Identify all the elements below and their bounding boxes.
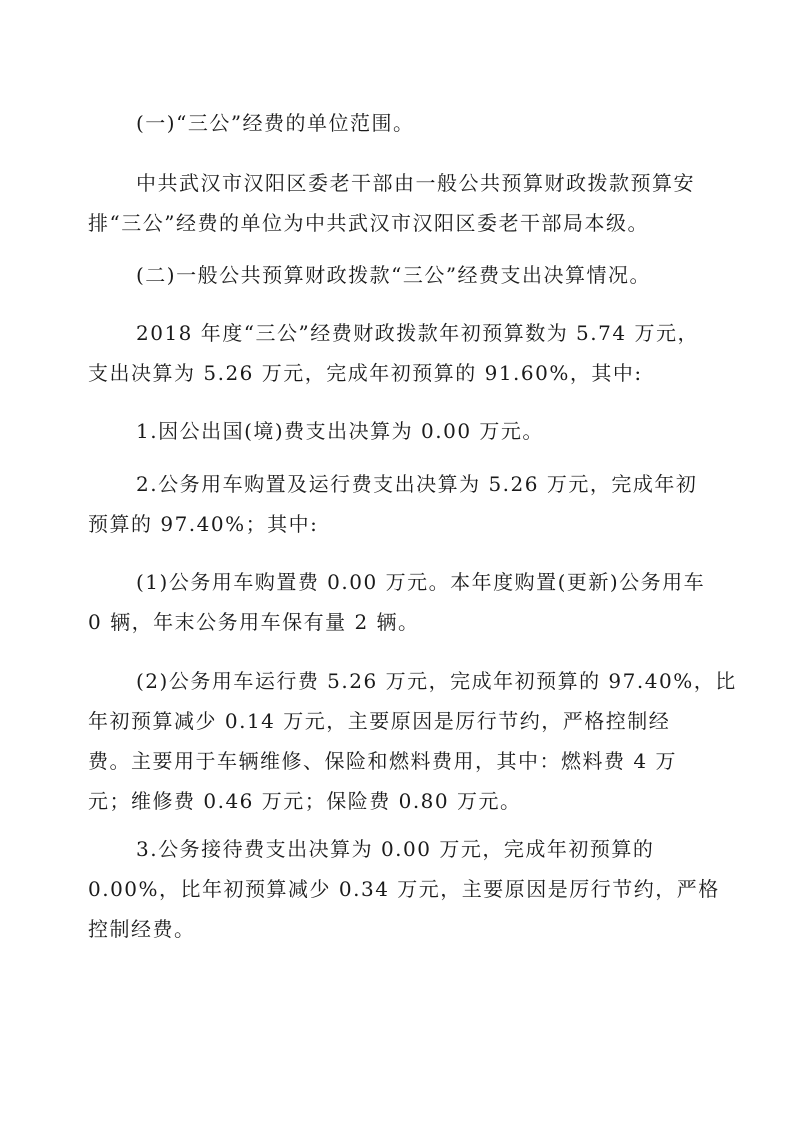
paragraph-vehicle-operation <box>88 661 737 821</box>
paragraph-line: 元；维修费 0.46 万元；保险费 0.80 万元。 <box>88 789 522 813</box>
paragraph-line: (1)公务用车购置费 0.00 万元。本年度购置(更新)公务用车 <box>136 570 706 594</box>
heading-text: (一)“三公”经费的单位范围。 <box>136 111 415 135</box>
paragraph-line: 排“三公”经费的单位为中共武汉市汉阳区委老干部局本级。 <box>88 211 649 235</box>
heading-text: (二)一般公共预算财政拨款“三公”经费支出决算情况。 <box>136 263 652 287</box>
paragraph-overseas-travel <box>88 411 708 451</box>
paragraph-line: 2018 年度“三公”经费财政拨款年初预算数为 5.74 万元， <box>136 321 699 345</box>
paragraph-line: 年初预算减少 0.14 万元，主要原因是厉行节约，严格控制经 <box>88 709 671 733</box>
section-heading-unit-scope <box>88 103 708 143</box>
paragraph-vehicle-purchase <box>88 562 708 642</box>
section-heading-expenditure <box>88 255 708 295</box>
paragraph-line: (2)公务用车运行费 5.26 万元，完成年初预算的 97.40%，比 <box>136 669 737 693</box>
paragraph-line: 中共武汉市汉阳区委老干部由一般公共预算财政拨款预算安 <box>136 171 695 195</box>
paragraph-unit-scope <box>88 163 708 243</box>
paragraph-line: 控制经费。 <box>88 917 196 941</box>
paragraph-line: 1.因公出国(境)费支出决算为 0.00 万元。 <box>136 419 544 443</box>
paragraph-line: 0.00%，比年初预算减少 0.34 万元，主要原因是厉行节约，严格 <box>88 877 720 901</box>
paragraph-line: 0 辆，年末公务用车保有量 2 辆。 <box>88 610 420 634</box>
paragraph-budget-summary <box>88 313 708 393</box>
paragraph-line: 支出决算为 5.26 万元，完成年初预算的 91.60%，其中: <box>88 361 643 385</box>
paragraph-line: 2.公务用车购置及运行费支出决算为 5.26 万元，完成年初 <box>136 472 698 496</box>
paragraph-reception <box>88 829 720 949</box>
paragraph-vehicle-costs <box>88 464 708 544</box>
paragraph-line: 费。主要用于车辆维修、保险和燃料费用，其中：燃料费 4 万 <box>88 749 677 773</box>
paragraph-line: 3.公务接待费支出决算为 0.00 万元，完成年初预算的 <box>136 837 655 861</box>
paragraph-line: 预算的 97.40%；其中: <box>88 512 319 536</box>
